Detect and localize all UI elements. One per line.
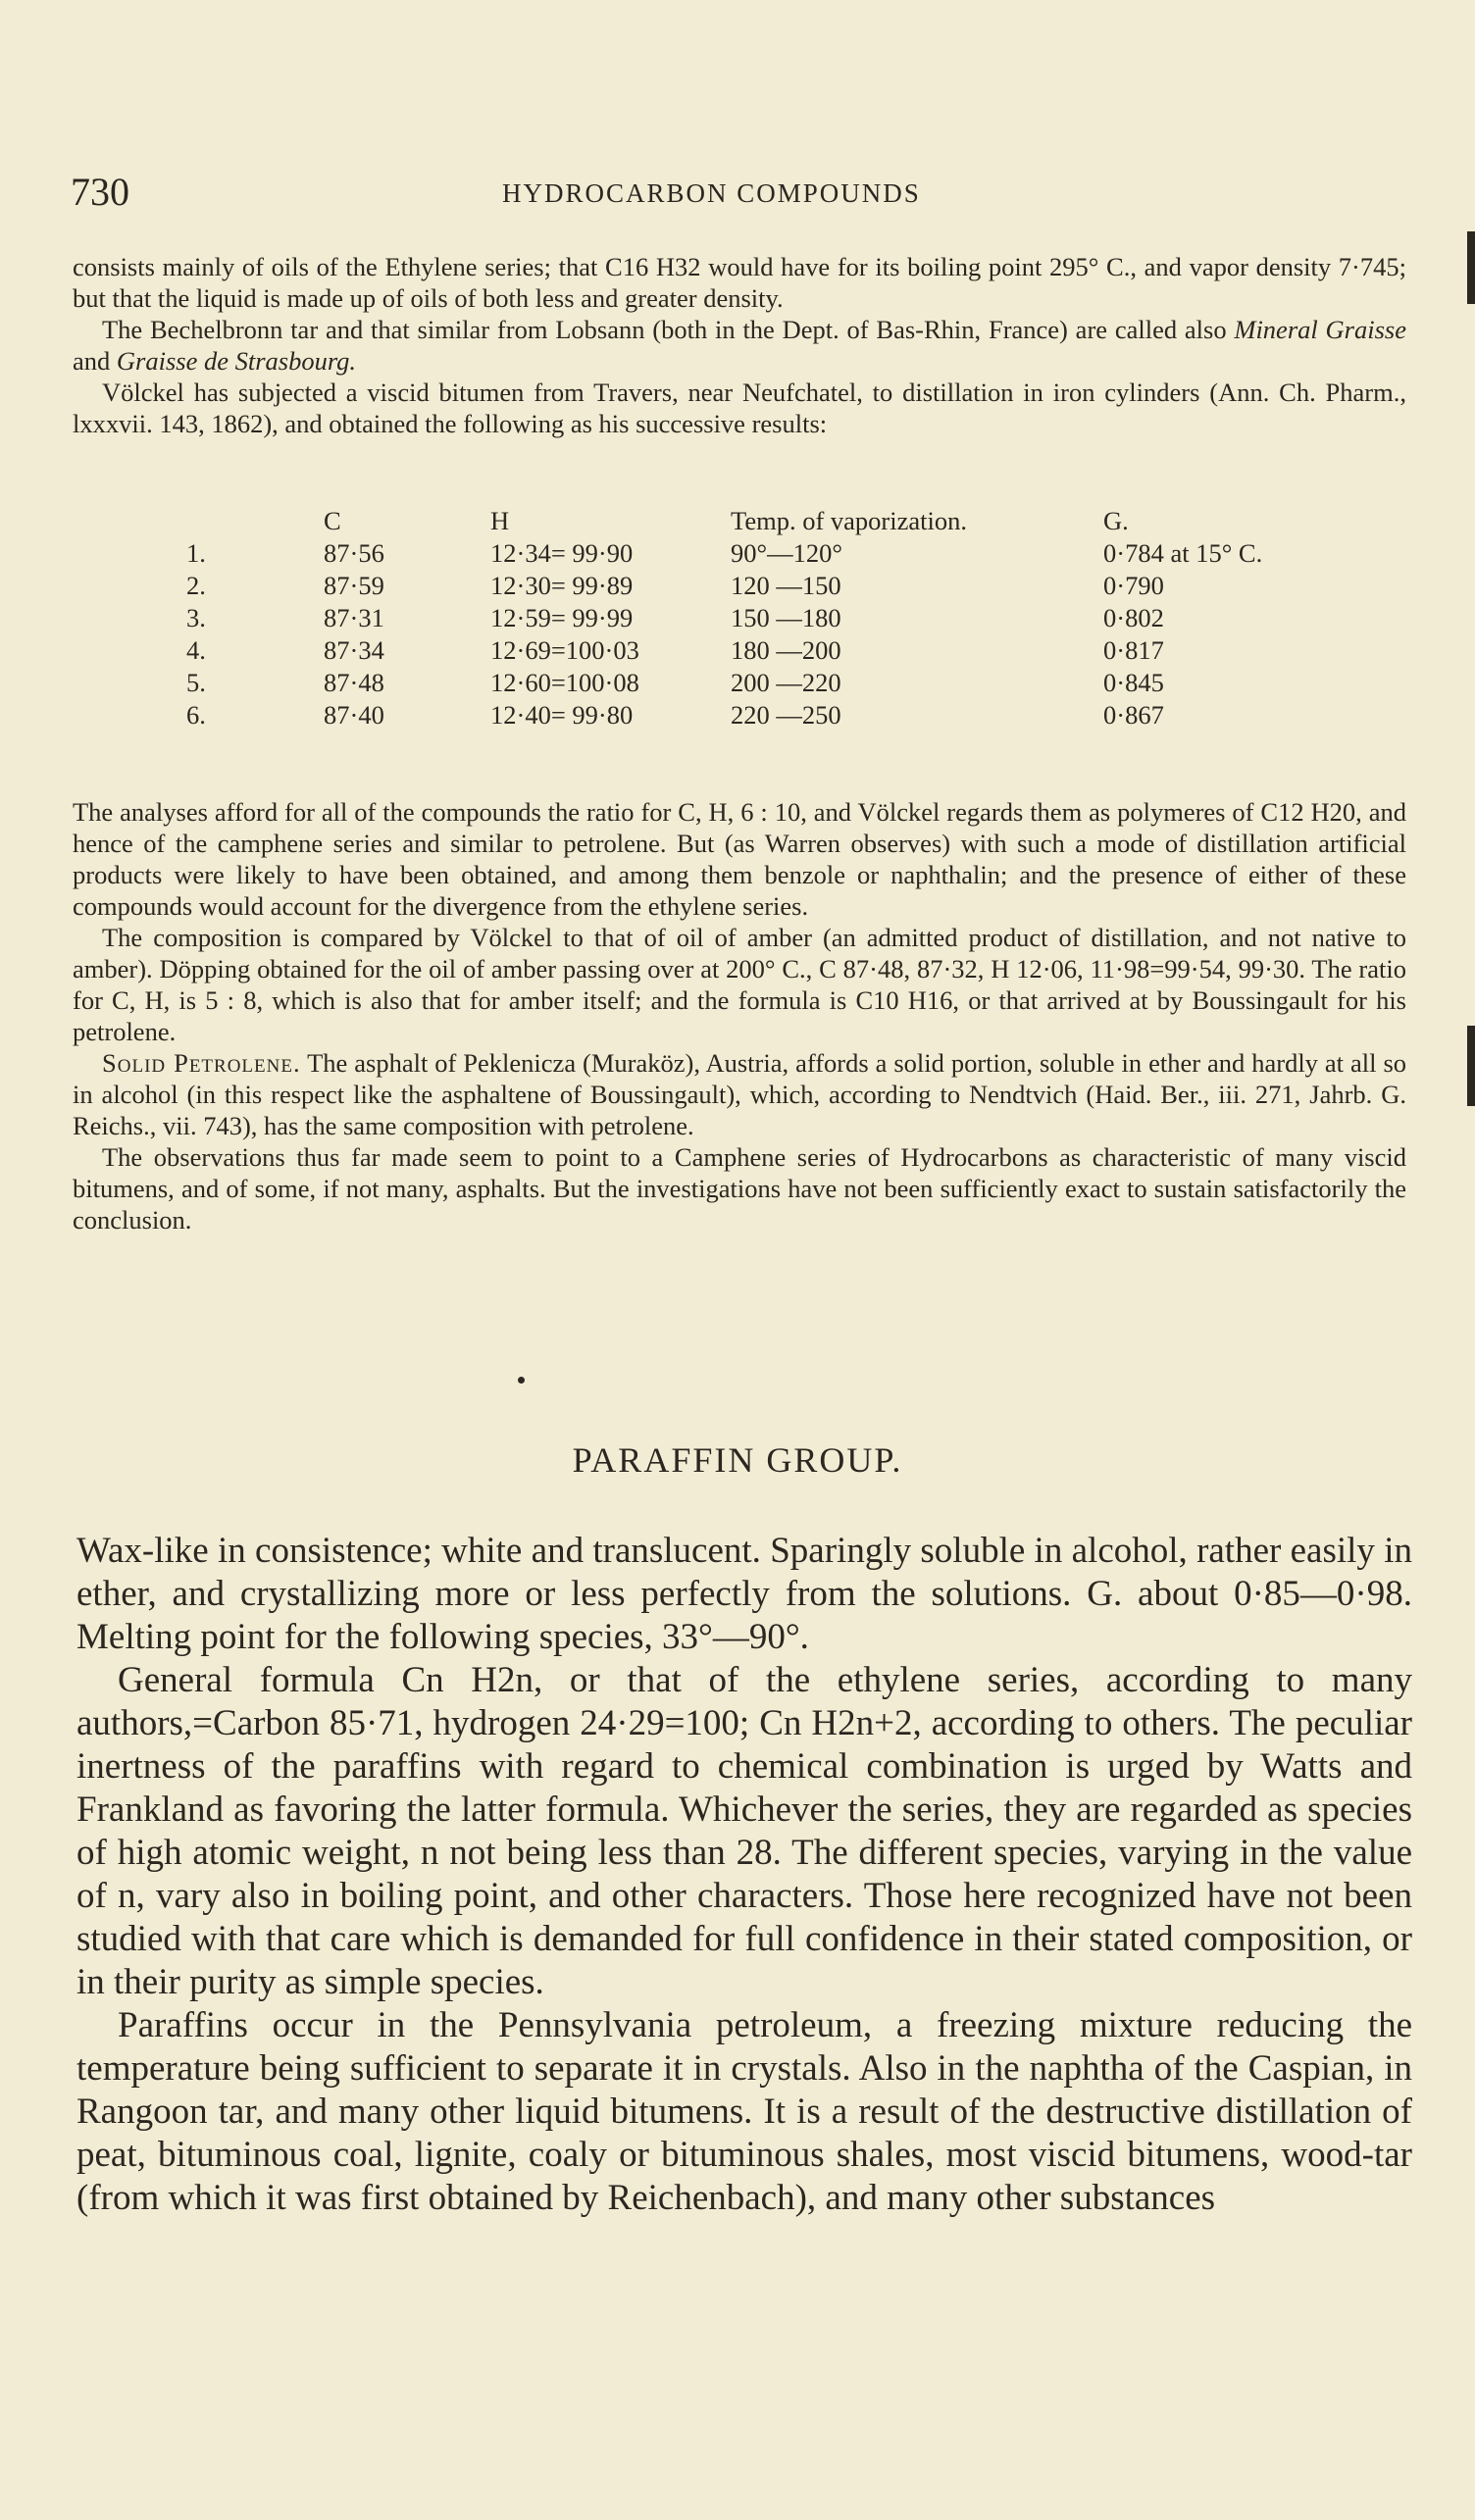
section-title: PARAFFIN GROUP.	[572, 1440, 903, 1480]
table-cell: 0·845	[1103, 668, 1164, 697]
table-cell: 5.	[186, 668, 206, 697]
table-row	[186, 603, 1339, 635]
table-cell: 87·40	[324, 700, 384, 730]
analysis-paragraph-2: The composition is compared by Völckel to that of oil of amber (an admitted product of distillation, and not native to amber). Döpping obtained for the oil of amber passing over at 200° C., C 87·48, 87·32, H 12·06, 11·98=99·54, 99·30. The ratio for C, H, is 5 : 8, which is also that for amber itself; and the formula is C10 H16, or that arrived at by Boussingault for his petrolene.	[73, 923, 1406, 1046]
table-cell: 87·34	[324, 635, 384, 665]
table-cell: 87·48	[324, 668, 384, 697]
table-cell: 12·34= 99·90	[490, 538, 634, 568]
intro-paragraph-1: consists mainly of oils of the Ethylene series; that C16 H32 would have for its boiling point 295° C., and vapor density 7·745; but that the liquid is made up of oils of both less and greater density.	[73, 252, 1406, 313]
table-header-cell	[186, 506, 324, 538]
table-cell: 2.	[186, 571, 206, 600]
edge-mark	[1467, 1026, 1475, 1106]
table-cell: 90°—120°	[731, 538, 842, 568]
table-cell: 12·69=100·03	[490, 635, 639, 665]
running-title: HYDROCARBON COMPOUNDS	[502, 178, 921, 208]
table-row	[186, 700, 1339, 732]
table-cell: 6.	[186, 700, 206, 730]
distillation-results-table	[186, 506, 1339, 732]
table-cell: 0·817	[1103, 635, 1164, 665]
analysis-text	[73, 796, 1406, 1235]
analysis-paragraph-1: The analyses afford for all of the compounds the ratio for C, H, 6 : 10, and Völckel regards them as polymeres of C12 H20, and hence of the camphene series and similar to petrolene. But (as Warren observes) with such a mode of distillation artificial products were likely to have been obtained, and among them benzole or naphthalin; and the presence of either of these compounds would account for the divergence from the ethylene series.	[73, 797, 1406, 921]
table-header-cell: H	[490, 506, 510, 535]
table-header-row	[186, 506, 1339, 538]
intro-paragraph-2: The Bechelbronn tar and that similar from Lobsann (both in the Dept. of Bas-Rhin, France) are called also Mineral Graisse and Graisse de Strasbourg.	[73, 315, 1406, 376]
table-cell: 120 —150	[731, 571, 841, 600]
table-cell: 0·867	[1103, 700, 1164, 730]
intro-text	[73, 251, 1406, 439]
table-row	[186, 538, 1339, 571]
table-cell: 12·40= 99·80	[490, 700, 634, 730]
analysis-paragraph-4: The observations thus far made seem to point to a Camphene series of Hydrocarbons as characteristic of many viscid bitumens, and of some, if not many, asphalts. But the investigations have not been sufficiently exact to sustain satisfactorily the conclusion.	[73, 1142, 1406, 1235]
page-number: 730	[71, 170, 129, 214]
table-row	[186, 571, 1339, 603]
table-cell: 3.	[186, 603, 206, 632]
paraffin-paragraph-3: Paraffins occur in the Pennsylvania petroleum, a freezing mixture reducing the temperature being sufficient to separate it in crystals. Also in the naphtha of the Caspian, in Rangoon tar, and many other liquid bitumens. It is a result of the destructive distillation of peat, bituminous coal, lignite, coaly or bituminous shales, most viscid bitumens, wood-tar (from which it was first obtained by Reichenbach), and many other substances	[76, 2005, 1412, 2218]
table-cell: 87·59	[324, 571, 384, 600]
table-cell: 4.	[186, 635, 206, 665]
page-header	[71, 169, 1424, 218]
table-row	[186, 635, 1339, 668]
table-row	[186, 668, 1339, 700]
table-header-cell: Temp. of vaporization.	[731, 506, 967, 535]
table-cell: 12·60=100·08	[490, 668, 639, 697]
table-cell: 12·30= 99·89	[490, 571, 634, 600]
solid-petrolene-paragraph: Solid Petrolene. The asphalt of Peklenicza (Muraköz), Austria, affords a solid portion, soluble in ether and hardly at all so in alcohol (in this respect like the asphaltene of Boussingault), which, according to Nendtvich (Haid. Ber., iii. 271, Jahrb. G. Reichs., vii. 743), has the same composition with petrolene.	[73, 1048, 1407, 1140]
table-cell: 0·790	[1103, 571, 1164, 600]
paraffin-paragraph-1: Wax-like in consistence; white and translucent. Sparingly soluble in alcohol, rather easily in ether, and crystallizing more or less perfectly from the solutions. G. about 0·85—0·98. Melting point for the following species, 33°—90°.	[76, 1531, 1412, 1657]
paraffin-group-text	[76, 1530, 1412, 2220]
table-cell: 0·802	[1103, 603, 1164, 632]
solid-petrolene-label: Solid Petrolene.	[102, 1048, 301, 1078]
table-cell: 1.	[186, 538, 206, 568]
table-cell: 12·59= 99·99	[490, 603, 634, 632]
intro-paragraph-3: Völckel has subjected a viscid bitumen from Travers, near Neufchatel, to distillation in iron cylinders (Ann. Ch. Pharm., lxxxvii. 143, 1862), and obtained the following as his successive results:	[73, 378, 1406, 438]
table-cell: 150 —180	[731, 603, 841, 632]
table-header-cell: C	[324, 506, 341, 535]
table-cell: 0·784 at 15° C.	[1103, 538, 1263, 568]
edge-mark	[1467, 231, 1475, 304]
table-cell: 87·56	[324, 538, 384, 568]
table-cell: 220 —250	[731, 700, 841, 730]
table-cell: 180 —200	[731, 635, 841, 665]
ink-dot	[518, 1377, 525, 1384]
paraffin-paragraph-2: General formula Cn H2n, or that of the ethylene series, according to many authors,=Carbon 85·71, hydrogen 24·29=100; Cn H2n+2, according to others. The peculiar inertness of the paraffins with regard to chemical combination is urged by Watts and Frankland as favoring the latter formula. Whichever the series, they are regarded as species of high atomic weight, n not being less than 28. The different species, varying in the value of n, vary also in boiling point, and other characters. Those here recognized have not been studied with that care which is demanded for full confidence in their stated composition, or in their purity as simple species.	[76, 1660, 1412, 2002]
table-cell: 87·31	[324, 603, 384, 632]
table-cell: 200 —220	[731, 668, 841, 697]
table-header-cell: G.	[1103, 506, 1129, 535]
